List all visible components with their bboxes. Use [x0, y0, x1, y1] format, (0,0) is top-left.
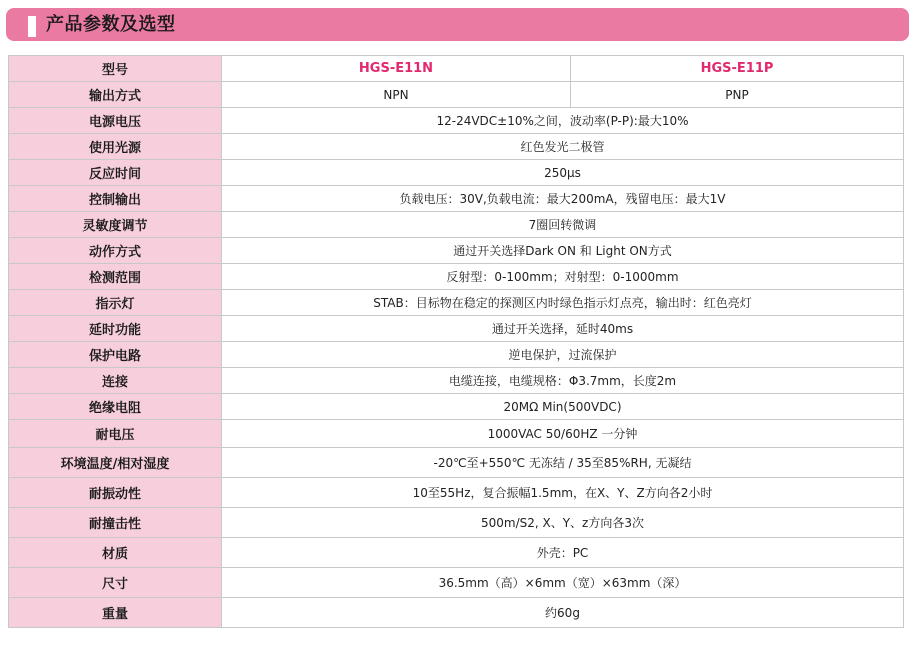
- row-value: STAB：目标物在稳定的探测区内时绿色指示灯点亮，输出时：红色亮灯: [222, 290, 904, 316]
- table-row: [9, 448, 904, 478]
- output-type: PNP: [571, 82, 904, 108]
- row-value: 电缆连接，电缆规格：Φ3.7mm，长度2m: [222, 368, 904, 394]
- table-row: [9, 160, 904, 186]
- row-label: 动作方式: [9, 238, 222, 264]
- row-label: 灵敏度调节: [9, 212, 222, 238]
- row-label: 控制输出: [9, 186, 222, 212]
- row-value: 250μs: [222, 160, 904, 186]
- table-row: [9, 368, 904, 394]
- row-label: 耐振动性: [9, 478, 222, 508]
- model-name: HGS-E11P: [571, 56, 904, 82]
- row-label: 反应时间: [9, 160, 222, 186]
- table-row: [9, 238, 904, 264]
- row-value: 7圈回转微调: [222, 212, 904, 238]
- table-row: [9, 108, 904, 134]
- table-row: [9, 212, 904, 238]
- row-value: 负载电压：30V,负载电流：最大200mA，残留电压：最大1V: [222, 186, 904, 212]
- row-label: 连接: [9, 368, 222, 394]
- row-value: 10至55Hz，复合振幅1.5mm，在X、Y、Z方向各2小时: [222, 478, 904, 508]
- row-value: -20℃至+550℃ 无冻结 / 35至85%RH, 无凝结: [222, 448, 904, 478]
- table-row-model: [9, 56, 904, 82]
- row-label: 环境温度/相对湿度: [9, 448, 222, 478]
- model-name: HGS-E11N: [222, 56, 571, 82]
- table-row: [9, 264, 904, 290]
- row-value: 12-24VDC±10%之间，波动率(P-P):最大10%: [222, 108, 904, 134]
- row-label: 耐撞击性: [9, 508, 222, 538]
- table-row: [9, 186, 904, 212]
- row-label: 输出方式: [9, 82, 222, 108]
- row-value: 通过开关选择Dark ON 和 Light ON方式: [222, 238, 904, 264]
- row-label: 尺寸: [9, 568, 222, 598]
- row-value: 通过开关选择，延时40ms: [222, 316, 904, 342]
- spec-table: [8, 55, 904, 628]
- table-row: [9, 342, 904, 368]
- row-value: 1000VAC 50/60HZ 一分钟: [222, 420, 904, 448]
- table-row: [9, 134, 904, 160]
- table-row: [9, 420, 904, 448]
- row-label: 材质: [9, 538, 222, 568]
- table-row: [9, 538, 904, 568]
- section-header: [6, 8, 909, 41]
- row-label: 耐电压: [9, 420, 222, 448]
- row-label: 检测范围: [9, 264, 222, 290]
- row-value: 反射型：0-100mm；对射型：0-1000mm: [222, 264, 904, 290]
- page-title: 产品参数及选型: [46, 14, 176, 35]
- row-label: 使用光源: [9, 134, 222, 160]
- row-label: 保护电路: [9, 342, 222, 368]
- table-row: [9, 478, 904, 508]
- row-label: 型号: [9, 56, 222, 82]
- table-row: [9, 316, 904, 342]
- table-row: [9, 394, 904, 420]
- table-row: [9, 568, 904, 598]
- row-label: 重量: [9, 598, 222, 628]
- row-value: 外壳：PC: [222, 538, 904, 568]
- table-row: [9, 508, 904, 538]
- table-row: [9, 598, 904, 628]
- row-value: 500m/S2, X、Y、z方向各3次: [222, 508, 904, 538]
- row-value: 36.5mm（高）×6mm（宽）×63mm（深）: [222, 568, 904, 598]
- row-value: 逆电保护，过流保护: [222, 342, 904, 368]
- output-type: NPN: [222, 82, 571, 108]
- row-value: 红色发光二极管: [222, 134, 904, 160]
- row-label: 电源电压: [9, 108, 222, 134]
- header-accent-bar: [28, 16, 36, 37]
- row-label: 延时功能: [9, 316, 222, 342]
- row-label: 指示灯: [9, 290, 222, 316]
- row-label: 绝缘电阻: [9, 394, 222, 420]
- table-row: [9, 290, 904, 316]
- row-value: 约60g: [222, 598, 904, 628]
- row-value: 20MΩ Min(500VDC): [222, 394, 904, 420]
- table-row-output: [9, 82, 904, 108]
